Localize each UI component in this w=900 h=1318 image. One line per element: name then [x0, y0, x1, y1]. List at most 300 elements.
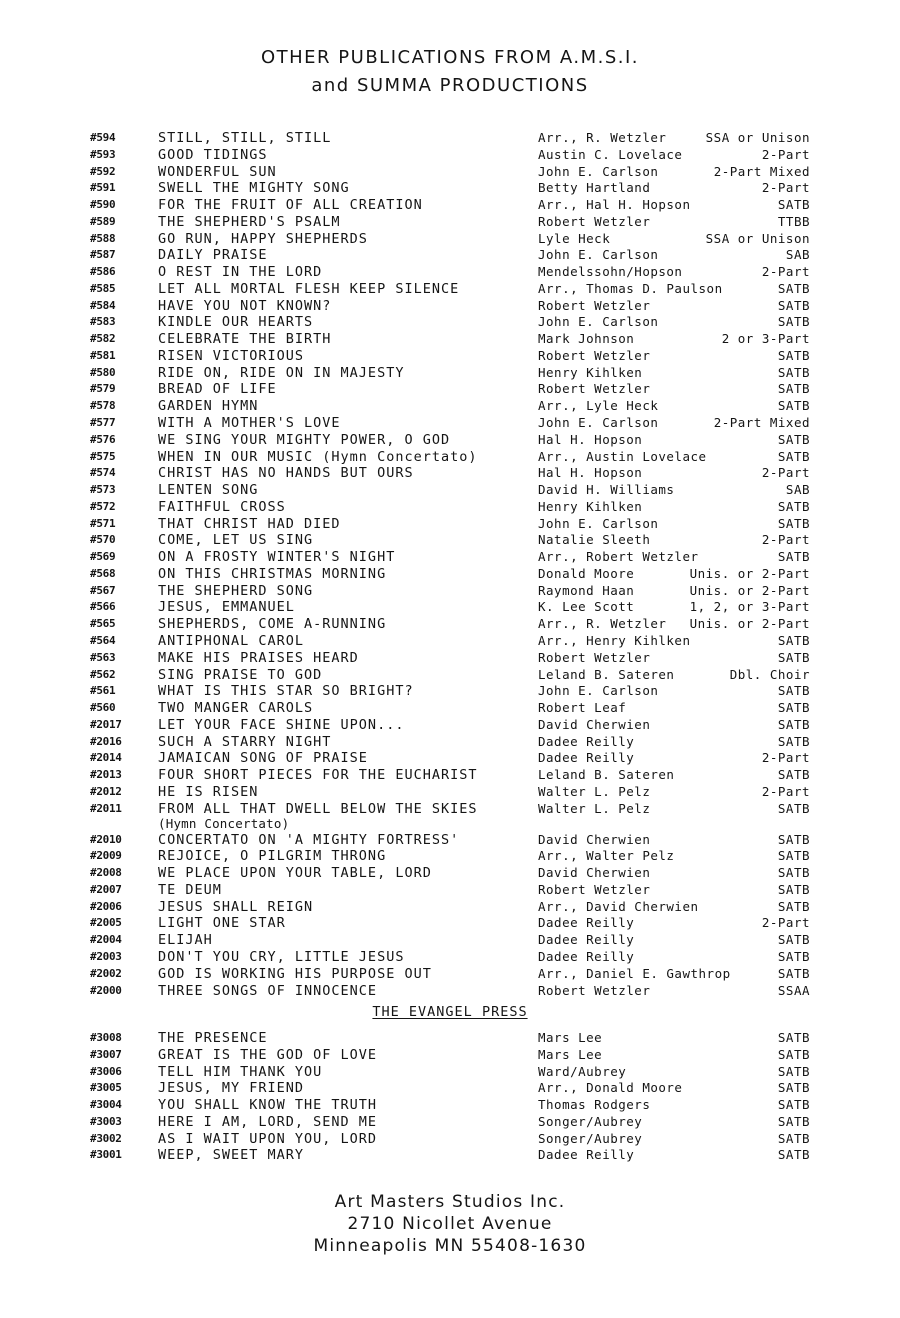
publication-title: HERE I AM, LORD, SEND ME: [158, 1113, 378, 1130]
publication-title: CHRIST HAS NO HANDS BUT OURS: [158, 465, 414, 482]
voicing-label: SATB: [777, 515, 810, 531]
publication-row: [0, 949, 900, 966]
voicing-label: 2-Part Mixed: [713, 163, 810, 179]
voicing-label: SATB: [777, 448, 810, 464]
voicing-label: SATB: [777, 733, 810, 749]
composer-name: Arr., Walter Pelz: [538, 848, 675, 864]
catalog-number: #2003: [90, 949, 122, 963]
publication-row: [0, 683, 900, 700]
composer-name: Natalie Sleeth: [538, 532, 651, 548]
publication-row: [0, 932, 900, 949]
publication-subtitle: (Hymn Concertato): [158, 816, 290, 832]
publication-row: [0, 1030, 900, 1047]
publication-title: [158, 801, 477, 831]
voicing-label: 2-Part: [761, 180, 810, 196]
catalog-number: #2000: [90, 983, 122, 997]
publication-title: MAKE HIS PRAISES HEARD: [158, 649, 359, 666]
publication-row: [0, 983, 900, 1000]
voicing-label: SATB: [777, 197, 810, 213]
publication-row: [0, 583, 900, 600]
catalog-number: #583: [90, 315, 116, 329]
catalog-number: #569: [90, 550, 116, 564]
voicing-label: SATB: [777, 800, 810, 816]
publication-title: COME, LET US SING: [158, 532, 314, 549]
catalog-number: #3003: [90, 1114, 122, 1128]
composer-name: Robert Wetzler: [538, 297, 651, 313]
voicing-label: SSA or Unison: [705, 130, 810, 145]
publication-row: [0, 482, 900, 499]
composer-name: Lyle Heck: [538, 230, 611, 246]
voicing-label: 2-Part: [761, 264, 810, 280]
publication-title: ON THIS CHRISTMAS MORNING: [158, 565, 387, 582]
composer-name: Arr., Donald Moore: [538, 1080, 683, 1096]
composer-name: Arr., David Cherwien: [538, 898, 699, 914]
publication-row: [0, 1097, 900, 1114]
publication-row: [0, 197, 900, 214]
publication-row: [0, 381, 900, 398]
composer-name: Austin C. Lovelace: [538, 146, 683, 162]
catalog-number: #2017: [90, 717, 122, 731]
publication-row: [0, 650, 900, 667]
voicing-label: TTBB: [777, 213, 810, 229]
catalog-number: #2011: [90, 801, 122, 815]
composer-name: Arr., Hal H. Hopson: [538, 197, 691, 213]
publication-title: WEEP, SWEET MARY: [158, 1147, 305, 1164]
publication-title: JESUS, MY FRIEND: [158, 1080, 305, 1097]
catalog-number: #2009: [90, 849, 122, 863]
publication-row: [0, 566, 900, 583]
publication-row: [0, 365, 900, 382]
publication-row: [0, 1114, 900, 1131]
voicing-label: 2-Part: [761, 783, 810, 799]
composer-name: Hal H. Hopson: [538, 465, 643, 481]
composer-name: Arr., Robert Wetzler: [538, 549, 699, 565]
composer-name: Dadee Reilly: [538, 948, 635, 964]
publication-title: TELL HIM THANK YOU: [158, 1063, 323, 1080]
voicing-label: SATB: [777, 767, 810, 783]
voicing-label: SATB: [777, 549, 810, 565]
voicing-label: SATB: [777, 932, 810, 948]
catalog-number: #3004: [90, 1098, 122, 1112]
voicing-label: SATB: [777, 649, 810, 665]
composer-name: Robert Wetzler: [538, 381, 651, 397]
composer-name: Robert Wetzler: [538, 347, 651, 363]
catalog-number: #564: [90, 633, 116, 647]
voicing-label: SATB: [777, 1046, 810, 1062]
catalog-number: #2007: [90, 882, 122, 896]
publication-row: [0, 882, 900, 899]
amsi-publication-list: [0, 130, 900, 999]
composer-name: Arr., Thomas D. Paulson: [538, 280, 723, 296]
publication-title: THE PRESENCE: [158, 1030, 268, 1046]
publication-row: [0, 667, 900, 684]
composer-name: Henry Kihlken: [538, 364, 643, 380]
composer-name: Arr., R. Wetzler: [538, 130, 667, 145]
publication-title: JESUS, EMMANUEL: [158, 599, 295, 616]
publication-row: [0, 415, 900, 432]
page-title: OTHER PUBLICATIONS FROM A.M.S.I.: [260, 47, 639, 68]
composer-name: Arr., Daniel E. Gawthrop: [538, 965, 731, 981]
voicing-label: Unis. or 2-Part: [689, 616, 810, 632]
publication-title: RIDE ON, RIDE ON IN MAJESTY: [158, 364, 405, 381]
publication-row: [0, 966, 900, 983]
publication-row: [0, 1047, 900, 1064]
catalog-number: #2006: [90, 899, 122, 913]
publication-row: [0, 465, 900, 482]
voicing-label: Dbl. Choir: [729, 666, 810, 682]
voicing-label: SAB: [785, 247, 810, 263]
catalog-number: #580: [90, 365, 116, 379]
publication-title: AS I WAIT UPON YOU, LORD: [158, 1130, 378, 1147]
publication-row: [0, 499, 900, 516]
publication-row: [0, 281, 900, 298]
composer-name: Robert Wetzler: [538, 213, 651, 229]
voicing-label: 2-Part: [761, 146, 810, 162]
composer-name: Henry Kihlken: [538, 498, 643, 514]
address-city: Minneapolis MN 55408-1630: [313, 1236, 587, 1256]
catalog-number: #566: [90, 600, 116, 614]
catalog-number: #2004: [90, 933, 122, 947]
publication-title: SHEPHERDS, COME A-RUNNING: [158, 616, 387, 633]
composer-name: Betty Hartland: [538, 180, 651, 196]
evangel-publication-list: [0, 1030, 900, 1164]
publication-title: LENTEN SONG: [158, 482, 259, 499]
catalog-number: #2002: [90, 966, 122, 980]
publication-title: THAT CHRIST HAD DIED: [158, 515, 341, 532]
composer-name: Robert Wetzler: [538, 982, 651, 998]
section-heading-evangel-press: [0, 1004, 900, 1020]
composer-name: Mendelssohn/Hopson: [538, 264, 683, 280]
publication-title: SUCH A STARRY NIGHT: [158, 733, 332, 750]
voicing-label: SATB: [777, 965, 810, 981]
publication-row: [0, 398, 900, 415]
voicing-label: 1, 2, or 3-Part: [689, 599, 810, 615]
publication-title: WONDERFUL SUN: [158, 163, 277, 180]
composer-name: John E. Carlson: [538, 683, 659, 699]
composer-name: David H. Williams: [538, 482, 675, 498]
catalog-number: #2012: [90, 784, 122, 798]
publication-title: ANTIPHONAL CAROL: [158, 632, 305, 649]
composer-name: Walter L. Pelz: [538, 783, 651, 799]
publication-title: GOD IS WORKING HIS PURPOSE OUT: [158, 965, 432, 982]
catalog-number: #591: [90, 181, 116, 195]
publication-title: HE IS RISEN: [158, 783, 259, 800]
publication-title: JAMAICAN SONG OF PRAISE: [158, 750, 368, 767]
composer-name: Ward/Aubrey: [538, 1063, 627, 1079]
catalog-number: #562: [90, 667, 116, 681]
voicing-label: SATB: [777, 280, 810, 296]
composer-name: David Cherwien: [538, 716, 651, 732]
voicing-label: SATB: [777, 364, 810, 380]
catalog-number: #561: [90, 684, 116, 698]
voicing-label: SAB: [785, 482, 810, 498]
publication-title: SWELL THE MIGHTY SONG: [158, 180, 350, 197]
catalog-number: #572: [90, 499, 116, 513]
catalog-number: #582: [90, 332, 116, 346]
publication-row: [0, 432, 900, 449]
publication-title: CELEBRATE THE BIRTH: [158, 331, 332, 348]
publication-row: [0, 1147, 900, 1164]
catalog-number: #3002: [90, 1131, 122, 1145]
publication-title: DON'T YOU CRY, LITTLE JESUS: [158, 948, 405, 965]
composer-name: Arr., Austin Lovelace: [538, 448, 707, 464]
publication-row: [0, 599, 900, 616]
voicing-label: SATB: [777, 700, 810, 716]
voicing-label: SATB: [777, 1130, 810, 1146]
publication-title: LIGHT ONE STAR: [158, 915, 286, 932]
publication-title: FOR THE FRUIT OF ALL CREATION: [158, 197, 423, 214]
publication-title: WHEN IN OUR MUSIC (Hymn Concertato): [158, 448, 478, 465]
voicing-label: 2-Part: [761, 532, 810, 548]
publication-title: O REST IN THE LORD: [158, 264, 323, 281]
publication-row: [0, 147, 900, 164]
catalog-number: #575: [90, 449, 116, 463]
publication-row: [0, 298, 900, 315]
composer-name: Donald Moore: [538, 565, 635, 581]
publication-title-main: FROM ALL THAT DWELL BELOW THE SKIES: [158, 800, 478, 817]
publication-title: WE SING YOUR MIGHTY POWER, O GOD: [158, 431, 451, 448]
publication-row: [0, 633, 900, 650]
voicing-label: SATB: [777, 347, 810, 363]
page-subtitle: and SUMMA PRODUCTIONS: [311, 75, 589, 96]
publication-row: [0, 915, 900, 932]
composer-name: Raymond Haan: [538, 582, 635, 598]
voicing-label: SATB: [777, 865, 810, 881]
catalog-number: #2005: [90, 916, 122, 930]
catalog-number: #570: [90, 533, 116, 547]
composer-name: John E. Carlson: [538, 415, 659, 431]
voicing-label: 2-Part: [761, 750, 810, 766]
catalog-number: #568: [90, 566, 116, 580]
address-company: Art Masters Studios Inc.: [334, 1192, 566, 1212]
voicing-label: SATB: [777, 948, 810, 964]
publication-row: [0, 1080, 900, 1097]
voicing-label: Unis. or 2-Part: [689, 565, 810, 581]
publication-row: [0, 130, 900, 147]
catalog-number: #3005: [90, 1081, 122, 1095]
catalog-number: #594: [90, 131, 116, 144]
publication-row: [0, 449, 900, 466]
voicing-label: SATB: [777, 683, 810, 699]
publication-title: KINDLE OUR HEARTS: [158, 314, 314, 331]
voicing-label: SSAA: [777, 982, 810, 998]
voicing-label: SATB: [777, 1147, 810, 1163]
publication-title: BREAD OF LIFE: [158, 381, 277, 398]
publication-title: LET YOUR FACE SHINE UPON...: [158, 716, 405, 733]
catalog-number: #3007: [90, 1047, 122, 1061]
composer-name: David Cherwien: [538, 831, 651, 847]
composer-name: John E. Carlson: [538, 247, 659, 263]
publication-title: FAITHFUL CROSS: [158, 498, 286, 515]
catalog-number: #576: [90, 432, 116, 446]
publication-row: [0, 734, 900, 751]
voicing-label: SATB: [777, 498, 810, 514]
composer-name: Mars Lee: [538, 1046, 603, 1062]
publication-row: [0, 247, 900, 264]
composer-name: Arr., Lyle Heck: [538, 398, 659, 414]
composer-name: Mars Lee: [538, 1030, 603, 1045]
voicing-label: SSA or Unison: [705, 230, 810, 246]
publication-title: TWO MANGER CAROLS: [158, 700, 314, 717]
publication-title: ELIJAH: [158, 932, 213, 949]
publication-title: WHAT IS THIS STAR SO BRIGHT?: [158, 683, 414, 700]
publication-title: WE PLACE UPON YOUR TABLE, LORD: [158, 865, 432, 882]
catalog-number: #579: [90, 382, 116, 396]
catalog-number: #2016: [90, 734, 122, 748]
catalog-number: #567: [90, 583, 116, 597]
catalog-number: #587: [90, 248, 116, 262]
catalog-number: #590: [90, 198, 116, 212]
composer-name: John E. Carlson: [538, 314, 659, 330]
voicing-label: SATB: [777, 381, 810, 397]
voicing-label: SATB: [777, 632, 810, 648]
voicing-label: 2-Part: [761, 465, 810, 481]
voicing-label: SATB: [777, 1030, 810, 1045]
publication-row: [0, 899, 900, 916]
composer-name: John E. Carlson: [538, 515, 659, 531]
publication-row: [0, 616, 900, 633]
voicing-label: SATB: [777, 848, 810, 864]
voicing-label: SATB: [777, 398, 810, 414]
publication-row: [0, 549, 900, 566]
publication-title: GOOD TIDINGS: [158, 146, 268, 163]
composer-name: Arr., R. Wetzler: [538, 616, 667, 632]
publication-title: REJOICE, O PILGRIM THRONG: [158, 848, 387, 865]
composer-name: Songer/Aubrey: [538, 1113, 643, 1129]
section-heading-text: THE EVANGEL PRESS: [372, 1004, 528, 1020]
catalog-number: #573: [90, 483, 116, 497]
publication-row: [0, 848, 900, 865]
publication-row: [0, 180, 900, 197]
voicing-label: SATB: [777, 314, 810, 330]
publication-row: [0, 264, 900, 281]
publication-title: CONCERTATO ON 'A MIGHTY FORTRESS': [158, 831, 460, 848]
voicing-label: SATB: [777, 1080, 810, 1096]
voicing-label: SATB: [777, 831, 810, 847]
publication-row: [0, 214, 900, 231]
publication-title: TE DEUM: [158, 881, 222, 898]
publication-row: [0, 1064, 900, 1081]
voicing-label: SATB: [777, 1097, 810, 1113]
composer-name: Dadee Reilly: [538, 733, 635, 749]
catalog-number: #581: [90, 348, 116, 362]
composer-name: Dadee Reilly: [538, 932, 635, 948]
publication-title: GREAT IS THE GOD OF LOVE: [158, 1046, 378, 1063]
composer-name: David Cherwien: [538, 865, 651, 881]
voicing-label: 2 or 3-Part: [721, 331, 810, 347]
publication-row: [0, 784, 900, 801]
catalog-number: #577: [90, 416, 116, 430]
catalog-number: #592: [90, 164, 116, 178]
publication-title: FOUR SHORT PIECES FOR THE EUCHARIST: [158, 767, 478, 784]
catalog-number: #571: [90, 516, 116, 530]
composer-name: Dadee Reilly: [538, 750, 635, 766]
publication-title: LET ALL MORTAL FLESH KEEP SILENCE: [158, 280, 460, 297]
composer-name: Thomas Rodgers: [538, 1097, 651, 1113]
catalog-number: #586: [90, 265, 116, 279]
publication-row: [0, 1131, 900, 1148]
voicing-label: 2-Part Mixed: [713, 415, 810, 431]
publication-title: HAVE YOU NOT KNOWN?: [158, 297, 332, 314]
voicing-label: SATB: [777, 297, 810, 313]
composer-name: Robert Wetzler: [538, 881, 651, 897]
composer-name: Dadee Reilly: [538, 1147, 635, 1163]
address-street: 2710 Nicollet Avenue: [347, 1214, 553, 1234]
publication-row: [0, 516, 900, 533]
catalog-number: #574: [90, 466, 116, 480]
publication-row: [0, 348, 900, 365]
composer-name: Songer/Aubrey: [538, 1130, 643, 1146]
voicing-label: Unis. or 2-Part: [689, 582, 810, 598]
composer-name: K. Lee Scott: [538, 599, 635, 615]
publication-row: [0, 750, 900, 767]
voicing-label: SATB: [777, 716, 810, 732]
publication-row: [0, 164, 900, 181]
catalog-number: #584: [90, 298, 116, 312]
publication-title: DAILY PRAISE: [158, 247, 268, 264]
publication-title: WITH A MOTHER'S LOVE: [158, 415, 341, 432]
catalog-number: #2010: [90, 832, 122, 846]
publication-row: [0, 717, 900, 734]
voicing-label: 2-Part: [761, 915, 810, 931]
publication-title: GARDEN HYMN: [158, 398, 259, 415]
publication-title: THREE SONGS OF INNOCENCE: [158, 982, 378, 999]
publication-title: ON A FROSTY WINTER'S NIGHT: [158, 549, 396, 566]
voicing-label: SATB: [777, 881, 810, 897]
catalog-number: #2013: [90, 768, 122, 782]
composer-name: John E. Carlson: [538, 163, 659, 179]
composer-name: Mark Johnson: [538, 331, 635, 347]
publication-title: JESUS SHALL REIGN: [158, 898, 314, 915]
publication-title: THE SHEPHERD'S PSALM: [158, 213, 341, 230]
publication-row: [0, 314, 900, 331]
catalog-number: #2008: [90, 866, 122, 880]
publication-row: [0, 767, 900, 784]
publication-title: THE SHEPHERD SONG: [158, 582, 314, 599]
catalog-number: #3001: [90, 1148, 122, 1162]
catalog-number: #588: [90, 231, 116, 245]
publication-title: YOU SHALL KNOW THE TRUTH: [158, 1097, 378, 1114]
composer-name: Walter L. Pelz: [538, 800, 651, 816]
catalog-number: #563: [90, 650, 116, 664]
composer-name: Leland B. Sateren: [538, 666, 675, 682]
composer-name: Hal H. Hopson: [538, 431, 643, 447]
voicing-label: SATB: [777, 898, 810, 914]
catalog-number: #3008: [90, 1031, 122, 1044]
catalog-number: #578: [90, 399, 116, 413]
publication-title: GO RUN, HAPPY SHEPHERDS: [158, 230, 368, 247]
publication-title: RISEN VICTORIOUS: [158, 347, 305, 364]
voicing-label: SATB: [777, 431, 810, 447]
catalog-number: #3006: [90, 1064, 122, 1078]
catalog-number: #560: [90, 701, 116, 715]
voicing-label: SATB: [777, 1113, 810, 1129]
publication-row: [0, 832, 900, 849]
catalog-number: #589: [90, 214, 116, 228]
publication-row: [0, 231, 900, 248]
publication-row: [0, 532, 900, 549]
publication-row: [0, 801, 900, 832]
catalog-number: #565: [90, 617, 116, 631]
composer-name: Dadee Reilly: [538, 915, 635, 931]
catalog-number: #585: [90, 281, 116, 295]
voicing-label: SATB: [777, 1063, 810, 1079]
publication-row: [0, 865, 900, 882]
publication-title: SING PRAISE TO GOD: [158, 666, 323, 683]
composer-name: Leland B. Sateren: [538, 767, 675, 783]
composer-name: Robert Leaf: [538, 700, 627, 716]
catalog-number: #593: [90, 147, 116, 161]
